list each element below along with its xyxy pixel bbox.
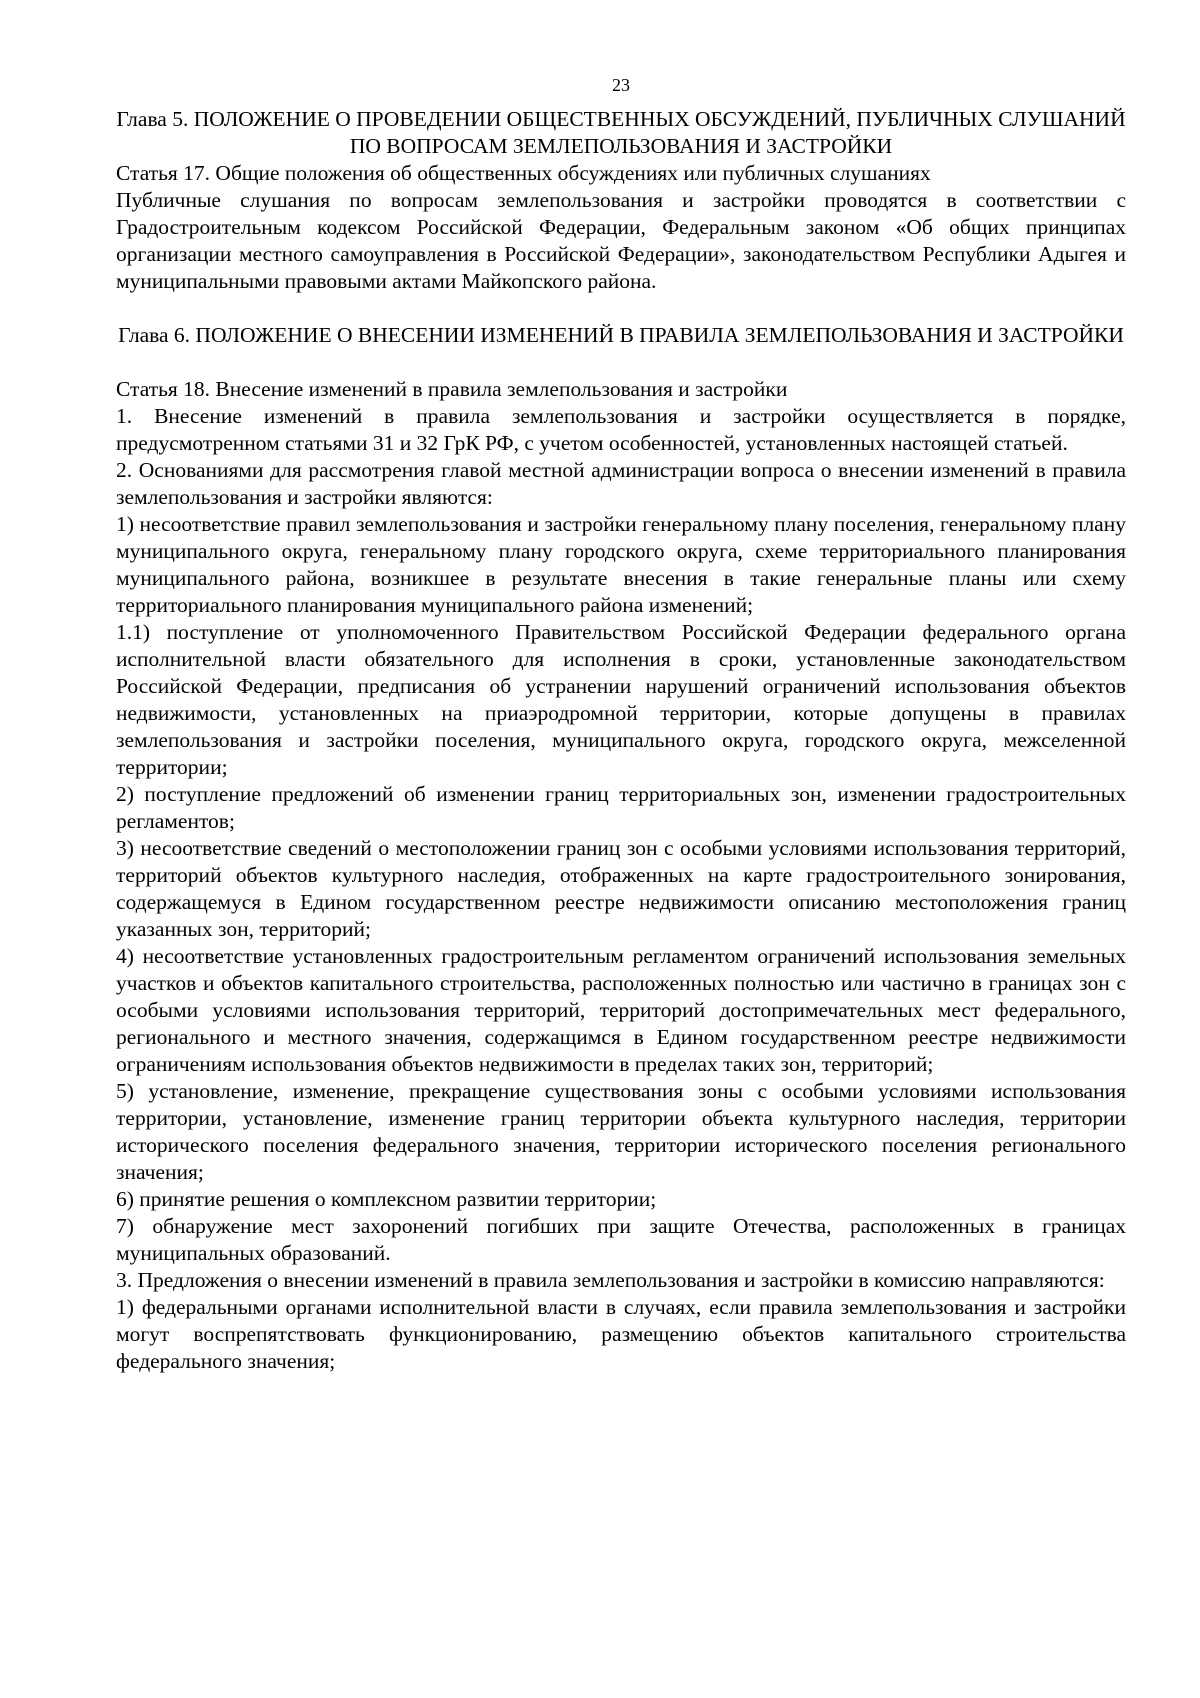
list-item: 2) поступление предложений об изменении границ территориальных зон, изменении градостроительных регламентов; [116, 782, 1126, 833]
article-18-title: Статья 18. Внесение изменений в правила землепользования и застройки [116, 377, 788, 401]
list-item: 5) установление, изменение, прекращение существования зоны с особыми условиями использования территории, установление, изменение границ территории объекта культурного наследия, территории исторического поселения федерального значения, территории исторического поселения регионального значения; [116, 1079, 1126, 1184]
list-item: 1.1) поступление от уполномоченного Правительством Российской Федерации федерального органа исполнительной власти обязательного для исполнения в сроки, установленные законодательством Российской Федерации, предписания об устранении нарушений ограничений использования объектов недвижимости, установленных на приаэродромной территории, которые допущены в правилах землепользования и застройки поселения, муниципального округа, городского округа, межселенной территории; [116, 620, 1126, 779]
document-page [116, 72, 1126, 1672]
list-item: 4) несоответствие установленных градостроительным регламентом ограничений использования земельных участков и объектов капитального строительства, расположенных полностью или частично в границах зон с особыми условиями использования территорий, территорий достопримечательных мест федерального, регионального и местного значения, содержащимся в Едином государственном реестре недвижимости ограничениям использования объектов недвижимости в пределах таких зон, территорий; [116, 944, 1126, 1076]
article-17-title: Статья 17. Общие положения об общественных обсуждениях или публичных слушаниях [116, 161, 931, 185]
list-item: 7) обнаружение мест захоронений погибших при защите Отечества, расположенных в границах муниципальных образований. [116, 1214, 1126, 1265]
chapter-5-title: Глава 5. ПОЛОЖЕНИЕ О ПРОВЕДЕНИИ ОБЩЕСТВЕННЫХ ОБСУЖДЕНИЙ, ПУБЛИЧНЫХ СЛУШАНИЙ ПО ВОПРОСАМ ЗЕМЛЕПОЛЬЗОВАНИЯ И ЗАСТРОЙКИ [116, 107, 1126, 158]
paragraph: 1. Внесение изменений в правила землепользования и застройки осуществляется в порядке, предусмотренном статьями 31 и 32 ГрК РФ, с учетом особенностей, установленных настоящей статьей. [116, 404, 1126, 455]
page-number: 23 [612, 75, 630, 95]
article-17-text: Публичные слушания по вопросам землепользования и застройки проводятся в соответствии с Градостроительным кодексом Российской Федерации, Федеральным законом «Об общих принципах организации местного самоуправления в Российской Федерации», законодательством Республики Адыгея и муниципальными правовыми актами Майкопского района. [116, 188, 1126, 293]
section-spacer [116, 295, 1126, 322]
list-item: 1) несоответствие правил землепользования и застройки генеральному плану поселения, генеральному плану муниципального округа, генеральному плану городского округа, схеме территориального планирования муниципального района, возникшее в результате внесения в такие генеральные планы или схему территориального планирования муниципального района изменений; [116, 512, 1126, 617]
list-item: 6) принятие решения о комплексном развитии территории; [116, 1187, 657, 1211]
list-item: 1) федеральными органами исполнительной власти в случаях, если правила землепользования и застройки могут воспрепятствовать функционированию, размещению объектов капитального строительства федерального значения; [116, 1295, 1126, 1373]
list-item: 3) несоответствие сведений о местоположении границ зон с особыми условиями использования территорий, территорий объектов культурного наследия, отображенных на карте градостроительного зонирования, содержащемуся в Едином государственном реестре недвижимости описанию местоположения границ указанных зон, территорий; [116, 836, 1126, 941]
paragraph: 2. Основаниями для рассмотрения главой местной администрации вопроса о внесении изменений в правила землепользования и застройки являются: [116, 458, 1126, 509]
chapter-6-title: Глава 6. ПОЛОЖЕНИЕ О ВНЕСЕНИИ ИЗМЕНЕНИЙ В ПРАВИЛА ЗЕМЛЕПОЛЬЗОВАНИЯ И ЗАСТРОЙКИ [118, 323, 1124, 347]
section-spacer [116, 349, 1126, 376]
paragraph: 3. Предложения о внесении изменений в правила землепользования и застройки в комиссию направляются: [116, 1268, 1105, 1292]
